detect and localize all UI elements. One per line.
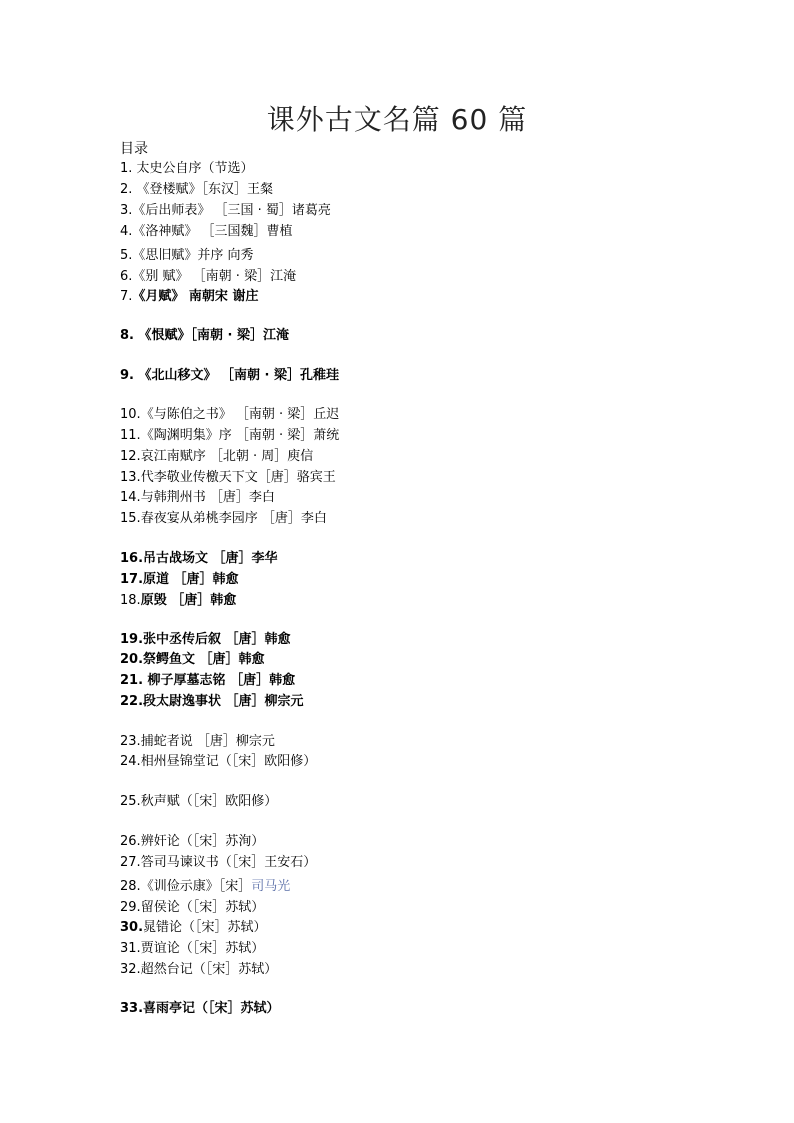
toc-entry-31: 31.贾谊论（［宋］苏轼） bbox=[120, 941, 265, 956]
toc-entry-4: 4.《洛神赋》 ［三国魏］曹植 bbox=[120, 224, 293, 239]
toc-entry-27: 27.答司马谏议书（［宋］王安石） bbox=[120, 855, 317, 870]
toc-entry-6: 6.《别 赋》 ［南朝 · 梁］江淹 bbox=[120, 269, 297, 284]
toc-entry-9: 9. 《北山移文》 ［南朝 · 梁］孔稚珪 bbox=[120, 368, 340, 383]
toc-entry-29: 29.留侯论（［宋］苏轼） bbox=[120, 900, 265, 915]
toc-entry-30: 30.晁错论（［宋］苏轼） bbox=[120, 920, 267, 935]
toc-entry-13: 13.代李敬业传檄天下文［唐］骆宾王 bbox=[120, 470, 336, 485]
toc-entry-24: 24.相州昼锦堂记（［宋］欧阳修） bbox=[120, 754, 317, 769]
toc-entry-1: 1. 太史公自序（节选） bbox=[120, 161, 254, 176]
toc-entry-21: 21. 柳子厚墓志铭 ［唐］韩愈 bbox=[120, 673, 296, 688]
toc-entry-8: 8. 《恨赋》［南朝 · 梁］江淹 bbox=[120, 328, 290, 343]
toc-entry-11: 11.《陶渊明集》序 ［南朝 · 梁］萧统 bbox=[120, 428, 340, 443]
toc-entry-28: 28.《训俭示康》［宋］司马光 bbox=[120, 879, 291, 894]
toc-entry-7: 7.《月赋》 南朝宋 谢庄 bbox=[120, 289, 259, 304]
author-link-text: 司马光 bbox=[251, 879, 291, 894]
toc-entry-33: 33.喜雨亭记（［宋］苏轼） bbox=[120, 1001, 280, 1016]
toc-heading: 目录 bbox=[120, 141, 148, 157]
toc-entry-17: 17.原道 ［唐］韩愈 bbox=[120, 572, 239, 587]
toc-entry-20: 20.祭鳄鱼文 ［唐］韩愈 bbox=[120, 652, 265, 667]
toc-entry-32: 32.超然台记（［宋］苏轼） bbox=[120, 962, 278, 977]
page-title: 课外古文名篇 60 篇 bbox=[266, 103, 528, 136]
toc-entry-10: 10.《与陈伯之书》 ［南朝 · 梁］丘迟 bbox=[120, 407, 340, 422]
toc-entry-3: 3.《后出师表》 ［三国 · 蜀］诸葛亮 bbox=[120, 203, 331, 218]
toc-entry-23: 23.捕蛇者说 ［唐］柳宗元 bbox=[120, 734, 275, 749]
toc-entry-18: 18.原毁 ［唐］韩愈 bbox=[120, 593, 237, 608]
toc-entry-12: 12.哀江南赋序 ［北朝 · 周］庾信 bbox=[120, 449, 314, 464]
toc-entry-15: 15.春夜宴从弟桃李园序 ［唐］李白 bbox=[120, 511, 327, 526]
toc-entry-26: 26.辨奸论（［宋］苏洵） bbox=[120, 834, 265, 849]
toc-entry-14: 14.与韩荆州书 ［唐］李白 bbox=[120, 490, 275, 505]
toc-entry-5: 5.《思旧赋》并序 向秀 bbox=[120, 248, 254, 263]
toc-entry-2: 2. 《登楼赋》［东汉］王粲 bbox=[120, 182, 274, 197]
toc-entry-16: 16.吊古战场文 ［唐］李华 bbox=[120, 551, 278, 566]
toc-entry-19: 19.张中丞传后叙 ［唐］韩愈 bbox=[120, 632, 291, 647]
toc-entry-22: 22.段太尉逸事状 ［唐］柳宗元 bbox=[120, 694, 304, 709]
toc-entry-25: 25.秋声赋（［宋］欧阳修） bbox=[120, 794, 278, 809]
